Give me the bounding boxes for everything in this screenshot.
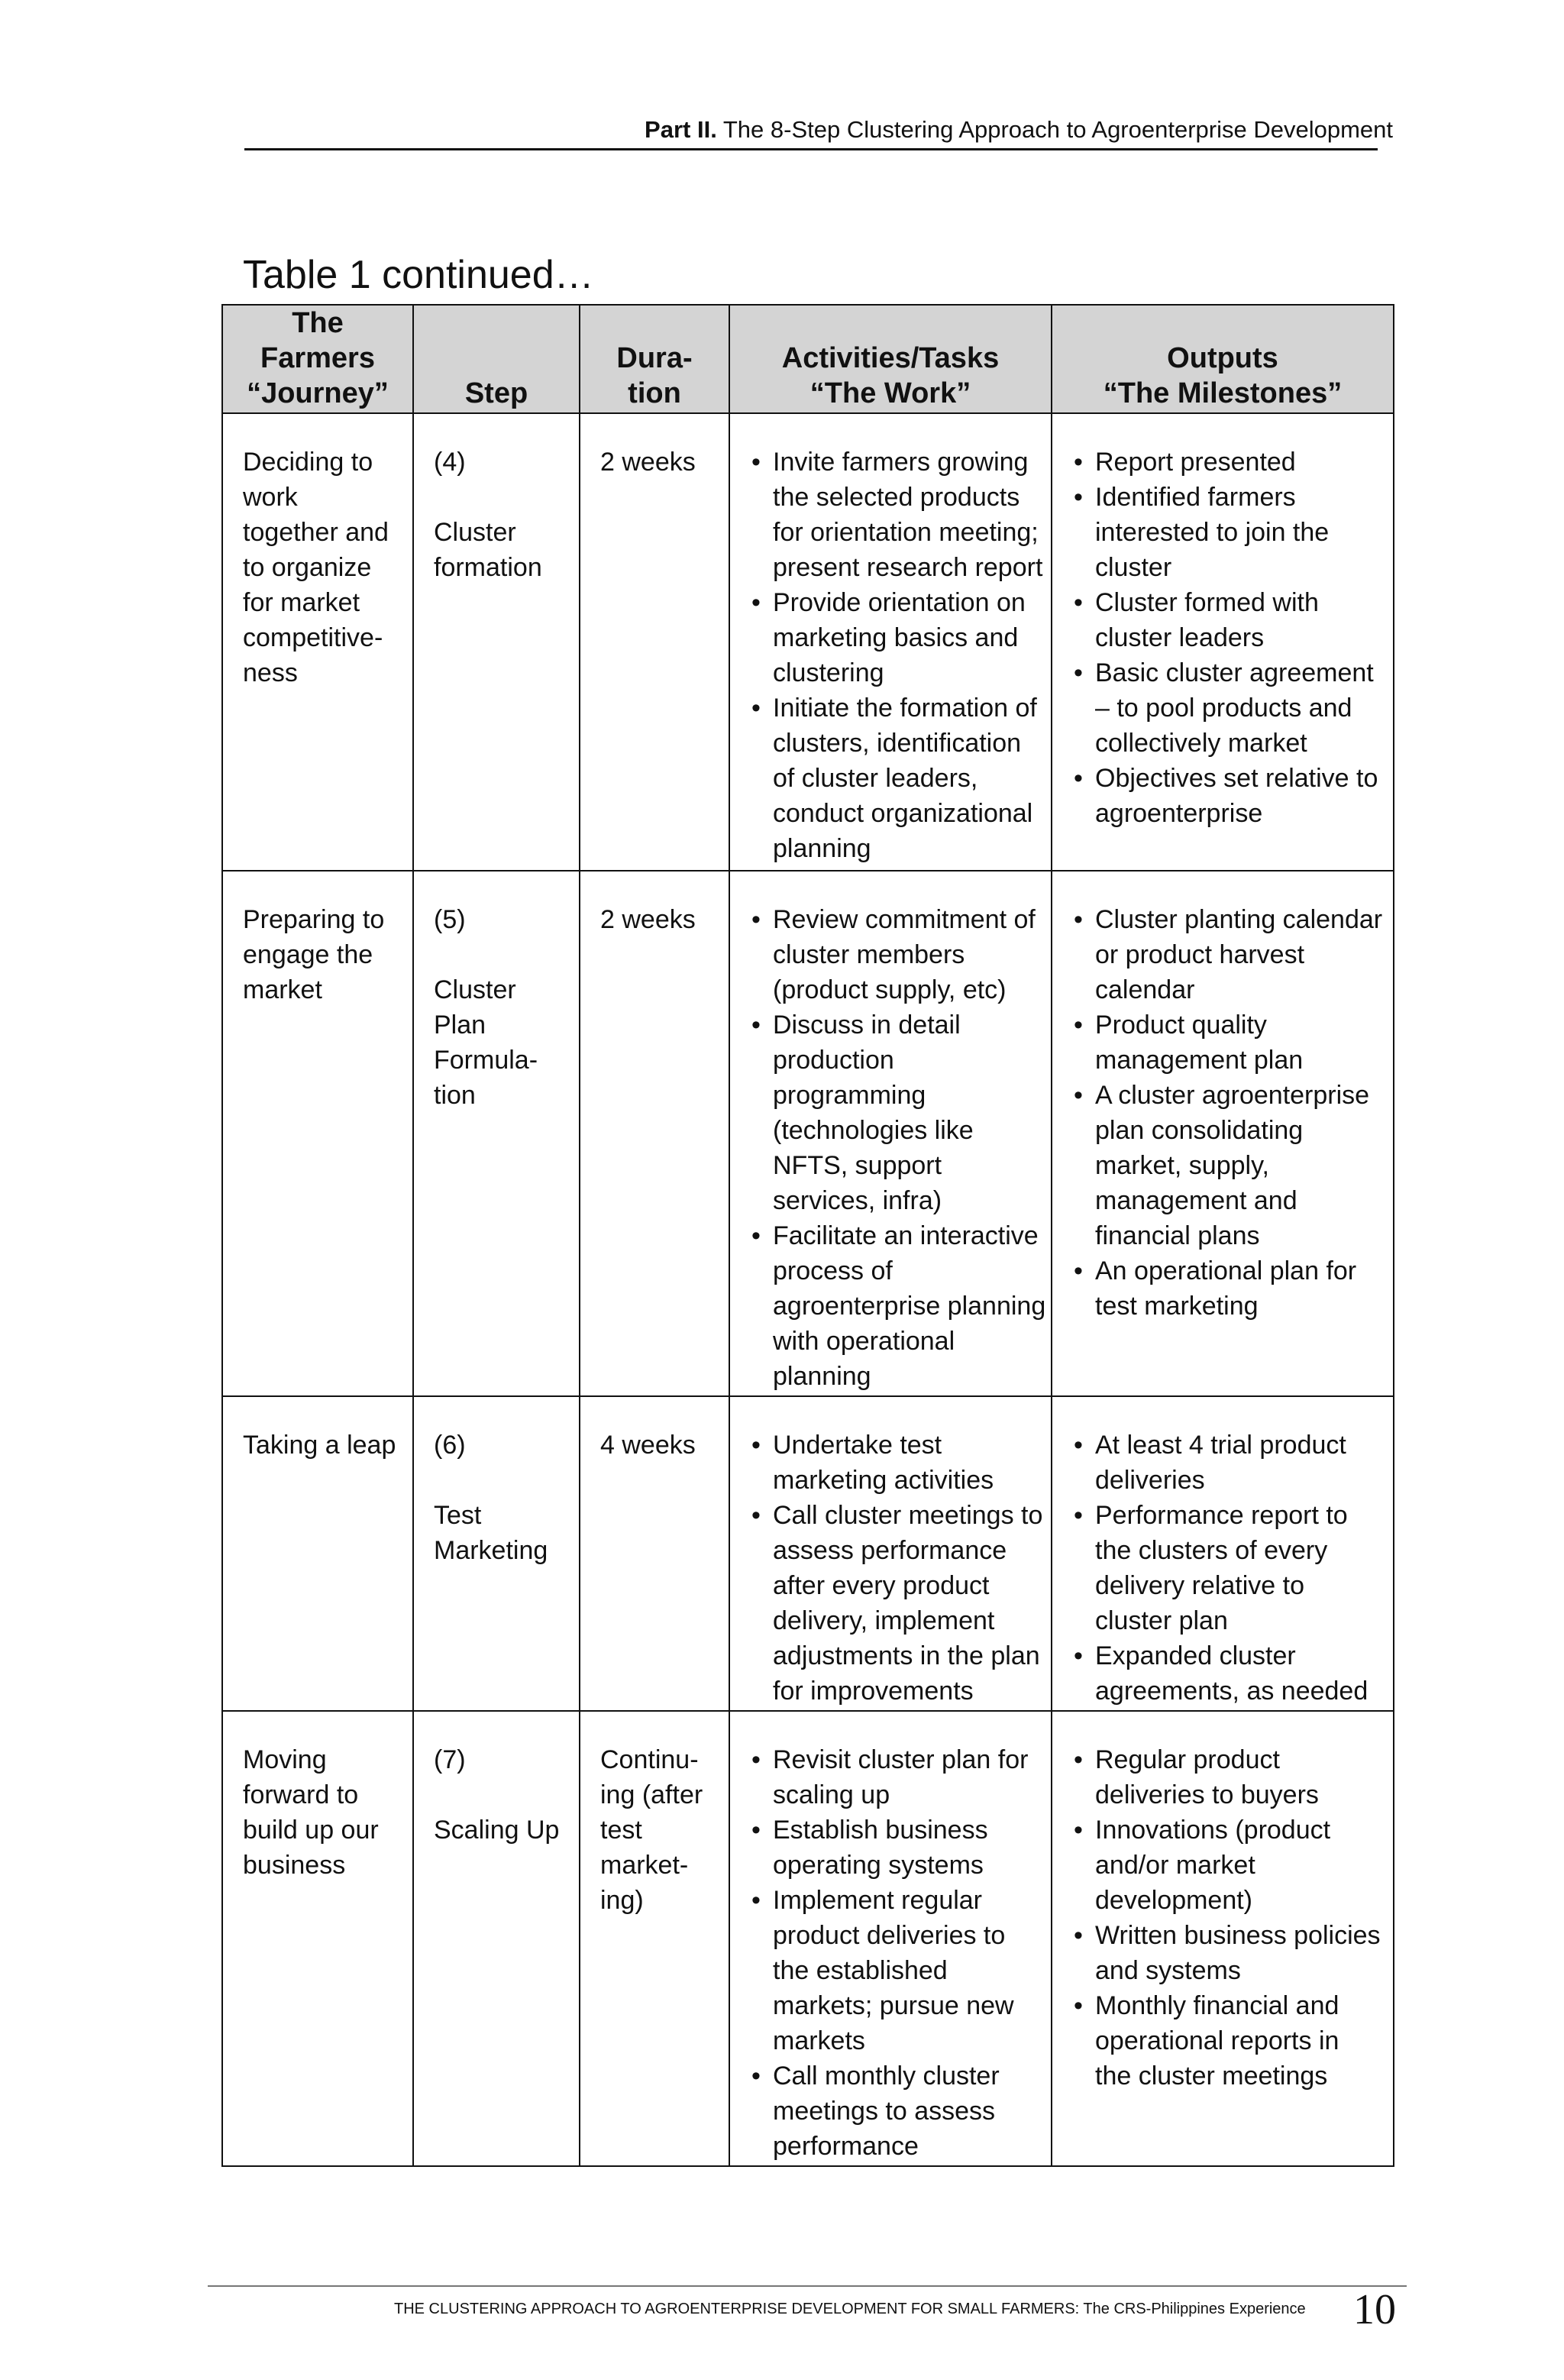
activity-line: • Implement regular xyxy=(773,1886,983,1915)
activity-line: clustering xyxy=(773,658,884,687)
journey-line: to organize xyxy=(243,553,372,582)
activities-cell xyxy=(729,1711,1052,2166)
activity-item xyxy=(750,585,1036,690)
activity-line: meetings to assess xyxy=(773,2097,996,2126)
journey-cell xyxy=(222,1396,413,1711)
activity-line: adjustments in the plan xyxy=(773,1641,1040,1670)
output-line: and systems xyxy=(1095,1956,1241,1985)
output-line: • Innovations (product xyxy=(1095,1816,1331,1845)
activity-line: for orientation meeting; xyxy=(773,518,1039,547)
output-line: cluster plan xyxy=(1095,1606,1228,1635)
step-name-line: Cluster xyxy=(434,975,516,1004)
activities-cell xyxy=(729,871,1052,1396)
output-line: agreements, as needed xyxy=(1095,1677,1368,1706)
activity-line: after every product xyxy=(773,1571,990,1600)
activity-line: programming xyxy=(773,1081,926,1110)
activity-line: • Establish business xyxy=(773,1816,988,1845)
activities-list xyxy=(750,445,1043,866)
output-item xyxy=(1072,445,1378,480)
output-line: development) xyxy=(1095,1886,1253,1915)
step-name-line: Test xyxy=(434,1501,482,1530)
activity-line: present research report xyxy=(773,553,1043,582)
step-name-line: Cluster xyxy=(434,518,516,547)
column-header-line: Step xyxy=(464,377,528,409)
activity-item xyxy=(750,1742,1036,1812)
output-line: • Cluster planting calendar xyxy=(1095,905,1383,934)
activity-line: • Invite farmers growing xyxy=(773,448,1029,477)
output-line: • Identified farmers xyxy=(1095,483,1296,512)
step-name-line: Marketing xyxy=(434,1536,548,1565)
activities-cell xyxy=(729,1396,1052,1711)
journey-line: Deciding to xyxy=(243,448,373,477)
output-line: • Objectives set relative to xyxy=(1095,764,1378,793)
header-part-label: Part II. xyxy=(645,116,717,143)
output-line: – to pool products and xyxy=(1095,694,1352,723)
duration-line: market- xyxy=(600,1851,689,1880)
step-spacer xyxy=(434,1777,564,1812)
activities-cell xyxy=(729,413,1052,871)
column-header-line: “The Milestones” xyxy=(1103,377,1343,409)
step-cell xyxy=(413,413,580,871)
journey-line: ness xyxy=(243,658,298,687)
journey-line: work xyxy=(243,483,298,512)
step-spacer xyxy=(434,937,564,972)
output-line: • Report presented xyxy=(1095,448,1296,477)
activity-item xyxy=(750,445,1043,585)
output-line: • A cluster agroenterprise xyxy=(1095,1081,1370,1110)
activity-line: clusters, identification xyxy=(773,729,1022,758)
activity-line: marketing activities xyxy=(773,1466,994,1495)
step-cell xyxy=(413,871,580,1396)
activity-line: of cluster leaders, xyxy=(773,764,978,793)
table-row xyxy=(222,1711,1394,2166)
step-spacer xyxy=(434,480,564,515)
activity-item xyxy=(750,690,1036,866)
outputs-cell xyxy=(1052,1711,1394,2166)
activity-line: services, infra) xyxy=(773,1186,942,1215)
step-name-line: Plan xyxy=(434,1011,486,1040)
activity-line: delivery, implement xyxy=(773,1606,995,1635)
activity-item xyxy=(750,1498,1043,1709)
activities-list xyxy=(750,1742,1036,2164)
output-item xyxy=(1072,1988,1378,2094)
output-line: market, supply, xyxy=(1095,1151,1270,1180)
step-cell xyxy=(413,1711,580,2166)
column-header-activities xyxy=(729,305,1052,413)
step-number: (4) xyxy=(434,448,466,477)
output-line: deliveries xyxy=(1095,1466,1205,1495)
activity-line: for improvements xyxy=(773,1677,974,1706)
activity-line: with operational xyxy=(773,1327,955,1356)
activities-list xyxy=(750,1428,1043,1709)
output-line: the cluster meetings xyxy=(1095,2061,1328,2091)
journey-line: engage the xyxy=(243,940,373,969)
output-item xyxy=(1072,1007,1378,1078)
activity-item xyxy=(750,1007,1036,1218)
header-rule xyxy=(244,148,1378,150)
duration-cell xyxy=(580,413,729,871)
duration-line: Continu- xyxy=(600,1745,699,1774)
activity-item xyxy=(750,1218,1046,1394)
output-line: cluster xyxy=(1095,553,1172,582)
column-header-line: The xyxy=(292,307,344,339)
activity-line: • Revisit cluster plan for xyxy=(773,1745,1029,1774)
journey-line: together and xyxy=(243,518,389,547)
output-item xyxy=(1072,1918,1381,1988)
output-item xyxy=(1072,1812,1378,1918)
activity-item xyxy=(750,902,1036,1007)
column-header-line: Dura- xyxy=(616,342,693,374)
output-line: • Regular product xyxy=(1095,1745,1280,1774)
activity-line: (product supply, etc) xyxy=(773,975,1007,1004)
output-item xyxy=(1072,480,1378,585)
output-item xyxy=(1072,761,1378,831)
activity-line: the established xyxy=(773,1956,948,1985)
outputs-cell xyxy=(1052,1396,1394,1711)
activity-line: • Facilitate an interactive xyxy=(773,1221,1039,1250)
activity-item xyxy=(750,1428,1036,1498)
output-item xyxy=(1072,1742,1378,1812)
activity-line: marketing basics and xyxy=(773,623,1019,652)
step-name-line: tion xyxy=(434,1081,476,1110)
activity-line: (technologies like xyxy=(773,1116,974,1145)
activity-line: NFTS, support xyxy=(773,1151,942,1180)
output-item xyxy=(1072,1253,1378,1324)
column-header-line: “Journey” xyxy=(247,377,389,409)
step-name-line: formation xyxy=(434,553,542,582)
output-line: the clusters of every xyxy=(1095,1536,1328,1565)
activity-line: • Call monthly cluster xyxy=(773,2061,1000,2091)
activity-line: • Discuss in detail xyxy=(773,1011,961,1040)
output-item xyxy=(1072,1498,1378,1638)
outputs-cell xyxy=(1052,413,1394,871)
duration-line: test xyxy=(600,1816,642,1845)
column-header-line: Farmers xyxy=(260,342,375,374)
activity-line: scaling up xyxy=(773,1780,890,1809)
table-caption: Table 1 continued… xyxy=(243,253,594,297)
step-name-line: Scaling Up xyxy=(434,1816,560,1845)
journey-line: forward to xyxy=(243,1780,359,1809)
column-header-outputs xyxy=(1052,305,1394,413)
activity-line: operating systems xyxy=(773,1851,984,1880)
activity-line: product deliveries to xyxy=(773,1921,1006,1950)
output-line: • Basic cluster agreement xyxy=(1095,658,1374,687)
output-line: • Expanded cluster xyxy=(1095,1641,1296,1670)
output-item xyxy=(1072,1428,1378,1498)
table-row xyxy=(222,1396,1394,1711)
duration-line: 4 weeks xyxy=(600,1431,696,1460)
output-line: interested to join the xyxy=(1095,518,1330,547)
output-line: delivery relative to xyxy=(1095,1571,1305,1600)
activity-line: agroenterprise planning xyxy=(773,1292,1046,1321)
output-line: plan consolidating xyxy=(1095,1116,1304,1145)
activity-line: • Review commitment of xyxy=(773,905,1036,934)
activity-line: • Initiate the formation of xyxy=(773,694,1037,723)
page-number: 10 xyxy=(1353,2286,1396,2333)
journey-line: Moving xyxy=(243,1745,327,1774)
journey-cell xyxy=(222,413,413,871)
activity-line: • Provide orientation on xyxy=(773,588,1026,617)
activity-line: assess performance xyxy=(773,1536,1007,1565)
outputs-list xyxy=(1072,902,1383,1324)
output-line: • Written business policies xyxy=(1095,1921,1381,1950)
duration-cell xyxy=(580,1711,729,2166)
output-line: • An operational plan for xyxy=(1095,1256,1357,1285)
column-header-line: Activities/Tasks xyxy=(781,342,1000,374)
step-number: (7) xyxy=(434,1745,466,1774)
step-number: (6) xyxy=(434,1431,466,1460)
duration-line: 2 weeks xyxy=(600,448,696,477)
footer-text: THE CLUSTERING APPROACH TO AGROENTERPRISE DEVELOPMENT FOR SMALL FARMERS: The CRS-Philippines Experience xyxy=(394,2301,1306,2317)
output-line: • Performance report to xyxy=(1095,1501,1348,1530)
output-line: • Monthly financial and xyxy=(1095,1991,1339,2020)
activity-item xyxy=(750,2058,1036,2164)
activity-line: planning xyxy=(773,1362,871,1391)
output-line: • Product quality xyxy=(1095,1011,1267,1040)
duration-line: ing (after xyxy=(600,1780,703,1809)
journey-line: Taking a leap xyxy=(243,1431,396,1460)
journey-cell xyxy=(222,871,413,1396)
output-line: • At least 4 trial product xyxy=(1095,1431,1346,1460)
output-line: and/or market xyxy=(1095,1851,1255,1880)
activity-item xyxy=(750,1812,1036,1883)
output-item xyxy=(1072,1078,1378,1253)
step-name-line: Formula- xyxy=(434,1046,538,1075)
output-item xyxy=(1072,902,1383,1007)
output-line: or product harvest xyxy=(1095,940,1305,969)
duration-line: 2 weeks xyxy=(600,905,696,934)
output-item xyxy=(1072,585,1378,655)
outputs-cell xyxy=(1052,871,1394,1396)
output-line: deliveries to buyers xyxy=(1095,1780,1319,1809)
journey-line: build up our xyxy=(243,1816,379,1845)
column-header-journey xyxy=(222,305,413,413)
table-row xyxy=(222,413,1394,871)
table-header-row xyxy=(222,305,1394,413)
outputs-list xyxy=(1072,1428,1378,1709)
outputs-list xyxy=(1072,1742,1381,2094)
journey-line: market xyxy=(243,975,322,1004)
activity-line: process of xyxy=(773,1256,893,1285)
step-spacer xyxy=(434,1463,564,1498)
output-line: calendar xyxy=(1095,975,1195,1004)
activity-line: conduct organizational xyxy=(773,799,1033,828)
journey-line: for market xyxy=(243,588,360,617)
output-line: test marketing xyxy=(1095,1292,1259,1321)
output-line: operational reports in xyxy=(1095,2026,1339,2055)
column-header-duration xyxy=(580,305,729,413)
column-header-line: tion xyxy=(628,377,681,409)
activity-line: planning xyxy=(773,834,871,863)
outputs-list xyxy=(1072,445,1378,831)
column-header-step xyxy=(413,305,580,413)
footer-rule xyxy=(208,2285,1407,2287)
activities-list xyxy=(750,902,1046,1394)
output-item xyxy=(1072,1638,1378,1709)
activity-line: • Call cluster meetings to xyxy=(773,1501,1043,1530)
activity-item xyxy=(750,1883,1036,2058)
duration-line: ing) xyxy=(600,1886,644,1915)
running-header xyxy=(645,116,1393,144)
duration-cell xyxy=(580,1396,729,1711)
activity-line: cluster members xyxy=(773,940,965,969)
activity-line: production xyxy=(773,1046,894,1075)
output-line: • Cluster formed with xyxy=(1095,588,1319,617)
output-line: agroenterprise xyxy=(1095,799,1263,828)
activity-line: • Undertake test xyxy=(773,1431,942,1460)
step-number: (5) xyxy=(434,905,466,934)
output-line: cluster leaders xyxy=(1095,623,1265,652)
journey-cell xyxy=(222,1711,413,2166)
journey-line: competitive- xyxy=(243,623,383,652)
activity-line: markets xyxy=(773,2026,865,2055)
journey-line: business xyxy=(243,1851,346,1880)
output-line: management plan xyxy=(1095,1046,1304,1075)
table-row xyxy=(222,871,1394,1396)
duration-cell xyxy=(580,871,729,1396)
journey-line: Preparing to xyxy=(243,905,385,934)
header-title: The 8-Step Clustering Approach to Agroenterprise Development xyxy=(722,116,1393,143)
activity-line: markets; pursue new xyxy=(773,1991,1014,2020)
activity-line: the selected products xyxy=(773,483,1020,512)
output-line: collectively market xyxy=(1095,729,1307,758)
steps-table xyxy=(221,304,1394,2167)
column-header-line: “The Work” xyxy=(809,377,971,409)
output-line: financial plans xyxy=(1095,1221,1260,1250)
output-line: management and xyxy=(1095,1186,1297,1215)
activity-line: performance xyxy=(773,2132,919,2161)
column-header-line: Outputs xyxy=(1167,342,1278,374)
output-item xyxy=(1072,655,1378,761)
step-cell xyxy=(413,1396,580,1711)
